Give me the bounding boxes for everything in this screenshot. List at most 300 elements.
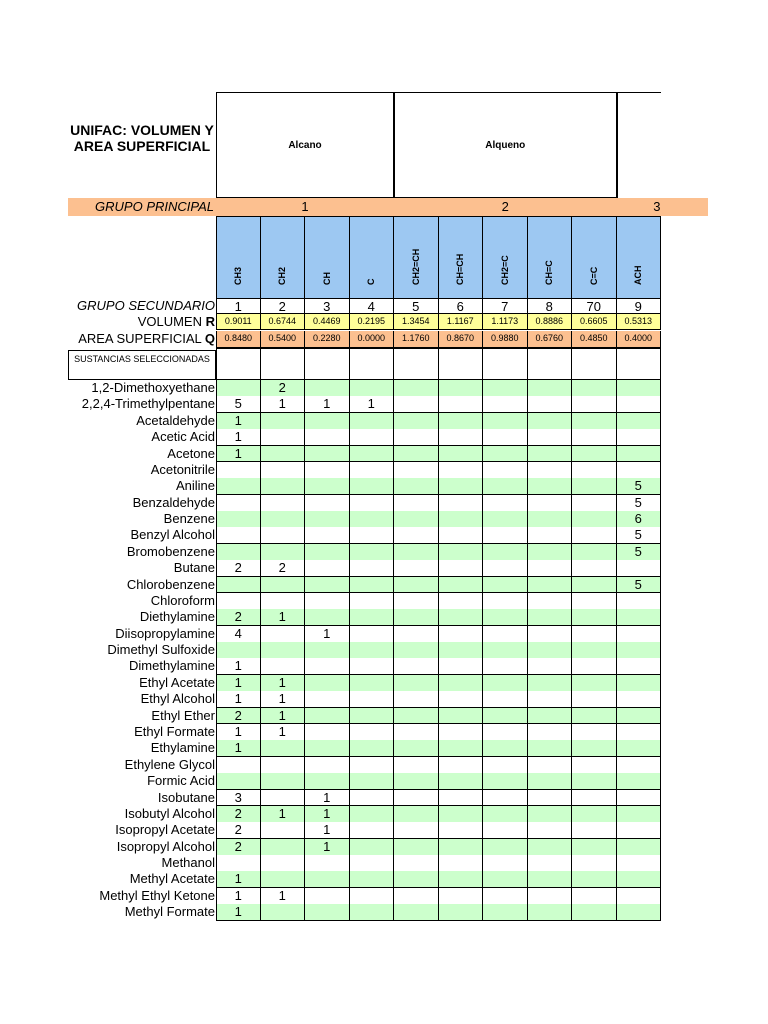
- substance-group-count: [483, 577, 528, 594]
- substance-group-count: [261, 446, 306, 463]
- substance-group-count: [528, 544, 573, 561]
- substance-group-count: [528, 642, 573, 659]
- substance-group-count: [572, 560, 617, 577]
- substance-group-count: 2: [216, 708, 261, 725]
- volumen-text: VOLUMEN: [137, 314, 206, 329]
- substance-group-count: [350, 790, 395, 807]
- substance-group-count: [261, 642, 306, 659]
- substance-group-count: [617, 396, 662, 413]
- substance-name: Butane: [173, 560, 215, 576]
- substance-name: Dimethyl Sulfoxide: [107, 642, 215, 658]
- substance-group-count: [261, 544, 306, 561]
- substance-group-count: [617, 708, 662, 725]
- substance-name: Benzyl Alcohol: [130, 527, 215, 543]
- substance-group-count: [439, 790, 484, 807]
- substance-group-count: [216, 593, 261, 610]
- family-header-box: [394, 92, 617, 198]
- substance-group-count: [528, 577, 573, 594]
- substance-group-count: [216, 855, 261, 872]
- substance-group-count: [394, 593, 439, 610]
- substance-group-count: [572, 593, 617, 610]
- group-name: CH=CH: [455, 253, 466, 285]
- substance-group-count: [439, 724, 484, 741]
- area-symbol: Q: [204, 331, 215, 346]
- substance-group-count: [305, 642, 350, 659]
- substance-group-count: [305, 708, 350, 725]
- group-Q-value: 0.5400: [261, 331, 306, 348]
- volumen-label: [0, 314, 216, 330]
- substance-group-count: [572, 462, 617, 479]
- substance-group-count: [216, 527, 261, 544]
- substance-group-count: [483, 904, 528, 921]
- substance-group-count: [305, 691, 350, 708]
- group-header-ch-ch: [439, 216, 484, 298]
- substance-group-count: 1: [216, 658, 261, 675]
- substance-name: Ethyl Acetate: [139, 674, 215, 690]
- sustancias-header-box: [68, 350, 216, 380]
- substance-group-count: [350, 478, 395, 495]
- substance-group-count: [572, 724, 617, 741]
- group-header-ch: [305, 216, 350, 298]
- substance-group-count: [439, 544, 484, 561]
- substance-group-count: [572, 478, 617, 495]
- substance-group-count: [394, 609, 439, 626]
- substance-group-count: [305, 429, 350, 446]
- substance-group-count: [350, 839, 395, 856]
- substance-group-count: [617, 724, 662, 741]
- substance-group-count: 1: [216, 724, 261, 741]
- group-header-ch2: [261, 216, 306, 298]
- substance-group-count: 1: [305, 790, 350, 807]
- substance-group-count: [528, 806, 573, 823]
- substance-group-count: [305, 740, 350, 757]
- substance-group-count: [483, 560, 528, 577]
- substance-group-count: 2: [216, 806, 261, 823]
- substance-group-count: [528, 478, 573, 495]
- group-name: CH: [321, 272, 332, 285]
- substance-group-count: 1: [350, 396, 395, 413]
- substance-name: Chloroform: [150, 592, 215, 608]
- substance-group-count: [572, 790, 617, 807]
- substance-name: Formic Acid: [147, 773, 215, 789]
- substance-group-count: 5: [216, 396, 261, 413]
- substance-group-count: 4: [216, 626, 261, 643]
- substance-group-count: [528, 871, 573, 888]
- substance-group-count: [394, 560, 439, 577]
- substance-group-count: [305, 495, 350, 512]
- substance-group-count: [394, 658, 439, 675]
- substance-group-count: [483, 527, 528, 544]
- substance-group-count: 1: [305, 806, 350, 823]
- substance-group-count: [394, 642, 439, 659]
- substance-group-count: 3: [216, 790, 261, 807]
- substance-group-count: [350, 593, 395, 610]
- substance-group-count: [572, 904, 617, 921]
- substance-group-count: [350, 544, 395, 561]
- substance-group-count: 1: [261, 675, 306, 692]
- group-name: ACH: [633, 265, 644, 285]
- substance-group-count: [572, 708, 617, 725]
- substance-group-count: [439, 822, 484, 839]
- substance-group-count: [261, 413, 306, 430]
- substance-group-count: [528, 904, 573, 921]
- substance-name: Isobutyl Alcohol: [124, 805, 215, 821]
- substance-name: Ethyl Ether: [151, 707, 215, 723]
- substance-group-count: [216, 462, 261, 479]
- substance-group-count: [439, 740, 484, 757]
- substance-group-count: [572, 675, 617, 692]
- group-secondary-number: 4: [350, 298, 395, 314]
- substance-group-count: [528, 609, 573, 626]
- substance-group-count: [439, 380, 484, 397]
- substance-group-count: [617, 691, 662, 708]
- substance-group-count: [261, 478, 306, 495]
- substance-group-count: [572, 626, 617, 643]
- family-header-box: [216, 92, 394, 198]
- sustancias-blank-cell: [439, 348, 484, 380]
- family-label: Alcano: [288, 139, 322, 151]
- substance-group-count: [394, 740, 439, 757]
- substance-group-count: [394, 626, 439, 643]
- substance-group-count: [528, 675, 573, 692]
- substance-group-count: [572, 691, 617, 708]
- substance-group-count: [394, 511, 439, 528]
- substance-group-count: [216, 757, 261, 774]
- substance-group-count: 2: [261, 560, 306, 577]
- substance-group-count: [394, 675, 439, 692]
- substance-group-count: [394, 904, 439, 921]
- substance-group-count: [261, 658, 306, 675]
- substance-group-count: [350, 527, 395, 544]
- group-Q-value: 0.4000: [617, 331, 662, 348]
- substance-group-count: [350, 904, 395, 921]
- group-name: C: [366, 278, 377, 285]
- substance-group-count: [617, 609, 662, 626]
- substance-group-count: [483, 380, 528, 397]
- substance-group-count: [572, 642, 617, 659]
- substance-group-count: [394, 413, 439, 430]
- group-secondary-number: 6: [439, 298, 484, 314]
- group-R-value: 1.1167: [439, 314, 484, 330]
- substance-group-count: [305, 560, 350, 577]
- substance-group-count: [528, 773, 573, 790]
- substance-group-count: [394, 839, 439, 856]
- substance-group-count: [350, 740, 395, 757]
- substance-group-count: 1: [216, 413, 261, 430]
- sustancias-blank-cell: [350, 348, 395, 380]
- substance-group-count: 2: [261, 380, 306, 397]
- substance-group-count: [439, 577, 484, 594]
- substance-group-count: [439, 396, 484, 413]
- substance-group-count: [216, 642, 261, 659]
- group-secondary-number: 8: [528, 298, 573, 314]
- substance-group-count: 1: [216, 871, 261, 888]
- substance-group-count: [528, 511, 573, 528]
- substance-name: Isobutane: [157, 789, 215, 805]
- substance-group-count: [394, 396, 439, 413]
- substance-group-count: [528, 495, 573, 512]
- group-header-ch3: [216, 216, 261, 298]
- substance-group-count: 1: [305, 626, 350, 643]
- substance-group-count: [528, 740, 573, 757]
- substance-group-count: [572, 822, 617, 839]
- group-Q-value: 0.8480: [216, 331, 261, 348]
- substance-group-count: 1: [261, 609, 306, 626]
- substance-group-count: [305, 757, 350, 774]
- substance-group-count: [617, 658, 662, 675]
- group-R-value: 0.9011: [216, 314, 261, 330]
- substance-group-count: [528, 708, 573, 725]
- substance-group-count: [572, 871, 617, 888]
- substance-group-count: [394, 724, 439, 741]
- substance-group-count: [394, 544, 439, 561]
- substance-group-count: [305, 577, 350, 594]
- substance-group-count: [261, 790, 306, 807]
- substance-group-count: [483, 593, 528, 610]
- substance-group-count: [483, 544, 528, 561]
- substance-name: Acetic Acid: [151, 429, 215, 445]
- substance-group-count: [439, 658, 484, 675]
- group-header-ach: [617, 216, 662, 298]
- substance-group-count: [617, 888, 662, 905]
- group-R-value: 0.6605: [572, 314, 617, 330]
- substance-group-count: [305, 380, 350, 397]
- substance-group-count: [483, 446, 528, 463]
- substance-group-count: [350, 462, 395, 479]
- substance-group-count: [350, 871, 395, 888]
- substance-group-count: 1: [216, 740, 261, 757]
- group-secondary-number: 1: [216, 298, 261, 314]
- substance-group-count: [572, 806, 617, 823]
- substance-group-count: [572, 757, 617, 774]
- group-header-ch-c: [528, 216, 573, 298]
- substance-group-count: [483, 642, 528, 659]
- substance-group-count: [305, 904, 350, 921]
- substance-group-count: [483, 478, 528, 495]
- substance-group-count: [572, 413, 617, 430]
- substance-group-count: [261, 527, 306, 544]
- substance-group-count: [439, 478, 484, 495]
- substance-group-count: 1: [216, 904, 261, 921]
- group-secondary-number: 70: [572, 298, 617, 314]
- substance-group-count: [350, 691, 395, 708]
- substance-group-count: [216, 577, 261, 594]
- substance-group-count: [305, 855, 350, 872]
- group-secondary-number: 7: [483, 298, 528, 314]
- substance-group-count: [394, 790, 439, 807]
- substance-group-count: [572, 380, 617, 397]
- grupo-principal-number: 1: [301, 199, 309, 214]
- substance-group-count: [350, 577, 395, 594]
- substance-name: Benzaldehyde: [132, 494, 215, 510]
- substance-group-count: [350, 642, 395, 659]
- group-Q-value: 0.8670: [439, 331, 484, 348]
- substance-group-count: [350, 511, 395, 528]
- substance-group-count: [572, 429, 617, 446]
- substance-group-count: [528, 462, 573, 479]
- group-R-value: 1.1173: [483, 314, 528, 330]
- substance-group-count: 5: [617, 577, 662, 594]
- group-name: CH2=C: [499, 255, 510, 285]
- sustancias-blank-cell: [261, 348, 306, 380]
- substance-group-count: [439, 839, 484, 856]
- substance-group-count: [439, 888, 484, 905]
- substance-group-count: [483, 658, 528, 675]
- substance-group-count: [439, 691, 484, 708]
- sustancias-blank-cell: [483, 348, 528, 380]
- substance-group-count: [528, 626, 573, 643]
- substance-name: Benzene: [163, 511, 215, 527]
- substance-group-count: [439, 511, 484, 528]
- substance-group-count: [305, 658, 350, 675]
- substance-group-count: [394, 380, 439, 397]
- substance-group-count: [350, 446, 395, 463]
- substance-group-count: [483, 609, 528, 626]
- substance-group-count: [305, 724, 350, 741]
- substance-group-count: 1: [305, 396, 350, 413]
- substance-group-count: [483, 839, 528, 856]
- group-R-value: 0.2195: [350, 314, 395, 330]
- substance-group-count: [617, 446, 662, 463]
- substance-group-count: [617, 839, 662, 856]
- substance-name: Methyl Acetate: [129, 871, 215, 887]
- substance-group-count: [261, 495, 306, 512]
- substance-group-count: [483, 871, 528, 888]
- group-R-value: 0.5313: [617, 314, 662, 330]
- substance-name: 1,2-Dimethoxyethane: [91, 380, 215, 395]
- substance-group-count: 2: [216, 560, 261, 577]
- substance-group-count: [350, 855, 395, 872]
- substance-group-count: 5: [617, 495, 662, 512]
- substance-group-count: [350, 658, 395, 675]
- substance-group-count: [617, 429, 662, 446]
- substance-group-count: [350, 757, 395, 774]
- substance-name: Acetonitrile: [150, 461, 215, 477]
- substance-group-count: [394, 822, 439, 839]
- substance-group-count: [528, 855, 573, 872]
- group-R-value: 0.6744: [261, 314, 306, 330]
- substance-group-count: [617, 642, 662, 659]
- substance-group-count: [350, 429, 395, 446]
- group-name: CH=C: [544, 260, 555, 285]
- substance-group-count: 1: [305, 822, 350, 839]
- substance-group-count: [572, 544, 617, 561]
- substance-group-count: [483, 708, 528, 725]
- substance-group-count: [394, 462, 439, 479]
- substance-group-count: [528, 380, 573, 397]
- group-Q-value: 0.0000: [350, 331, 395, 348]
- substance-group-count: [617, 560, 662, 577]
- substance-group-count: [483, 724, 528, 741]
- substance-group-count: [572, 577, 617, 594]
- substance-group-count: [261, 904, 306, 921]
- substance-group-count: [394, 773, 439, 790]
- substance-group-count: [350, 380, 395, 397]
- group-R-value: 1.3454: [394, 314, 439, 330]
- substance-group-count: [617, 593, 662, 610]
- substance-group-count: [350, 773, 395, 790]
- substance-group-count: [439, 495, 484, 512]
- substance-group-count: [439, 855, 484, 872]
- substance-group-count: [528, 446, 573, 463]
- substance-group-count: [261, 822, 306, 839]
- substance-group-count: [394, 495, 439, 512]
- substance-group-count: 6: [617, 511, 662, 528]
- group-name: CH2: [277, 266, 288, 285]
- substance-group-count: [572, 396, 617, 413]
- substance-group-count: 1: [216, 446, 261, 463]
- group-name: CH3: [233, 266, 244, 285]
- substance-group-count: [483, 429, 528, 446]
- substance-group-count: [394, 871, 439, 888]
- substance-group-count: [394, 757, 439, 774]
- substance-group-count: 1: [261, 806, 306, 823]
- substance-name: Chlorobenzene: [126, 576, 215, 592]
- substance-group-count: [572, 658, 617, 675]
- substance-name: Acetone: [167, 445, 215, 461]
- volumen-symbol: R: [205, 314, 215, 329]
- substance-group-count: [617, 380, 662, 397]
- substance-group-count: [617, 790, 662, 807]
- substance-group-count: [572, 839, 617, 856]
- substance-group-count: [394, 527, 439, 544]
- substance-group-count: [617, 855, 662, 872]
- substance-group-count: [617, 773, 662, 790]
- substance-group-count: [483, 462, 528, 479]
- substance-group-count: [216, 380, 261, 397]
- substance-group-count: [528, 691, 573, 708]
- substance-group-count: [350, 822, 395, 839]
- substance-group-count: [528, 888, 573, 905]
- group-Q-value: 0.2280: [305, 331, 350, 348]
- substance-name: Ethyl Alcohol: [140, 691, 215, 707]
- substance-group-count: [439, 773, 484, 790]
- substance-group-count: [483, 822, 528, 839]
- substance-group-count: [528, 527, 573, 544]
- substance-group-count: 1: [261, 724, 306, 741]
- substance-group-count: [617, 822, 662, 839]
- group-Q-value: 0.4850: [572, 331, 617, 348]
- substance-group-count: [617, 757, 662, 774]
- group-R-value: 0.8886: [528, 314, 573, 330]
- group-Q-value: 0.9880: [483, 331, 528, 348]
- sustancias-blank-cell: [216, 348, 261, 380]
- substance-group-count: [261, 429, 306, 446]
- area-label: [0, 331, 216, 347]
- substance-group-count: [394, 446, 439, 463]
- substance-group-count: 1: [216, 675, 261, 692]
- substance-group-count: [305, 462, 350, 479]
- substance-group-count: 5: [617, 544, 662, 561]
- substance-group-count: [439, 446, 484, 463]
- substance-group-count: [439, 871, 484, 888]
- substance-group-count: [216, 478, 261, 495]
- substance-group-count: [572, 511, 617, 528]
- substance-name: Isopropyl Acetate: [115, 822, 215, 838]
- substance-name: Diisopropylamine: [115, 625, 215, 641]
- substance-group-count: [261, 757, 306, 774]
- area-text: AREA SUPERFICIAL: [78, 331, 205, 346]
- substance-group-count: [483, 740, 528, 757]
- group-R-value: 0.4469: [305, 314, 350, 330]
- substance-group-count: [261, 855, 306, 872]
- substance-group-count: [528, 429, 573, 446]
- substance-group-count: [394, 577, 439, 594]
- substance-group-count: [483, 396, 528, 413]
- substance-group-count: [305, 413, 350, 430]
- substance-group-count: [305, 773, 350, 790]
- substance-group-count: [305, 446, 350, 463]
